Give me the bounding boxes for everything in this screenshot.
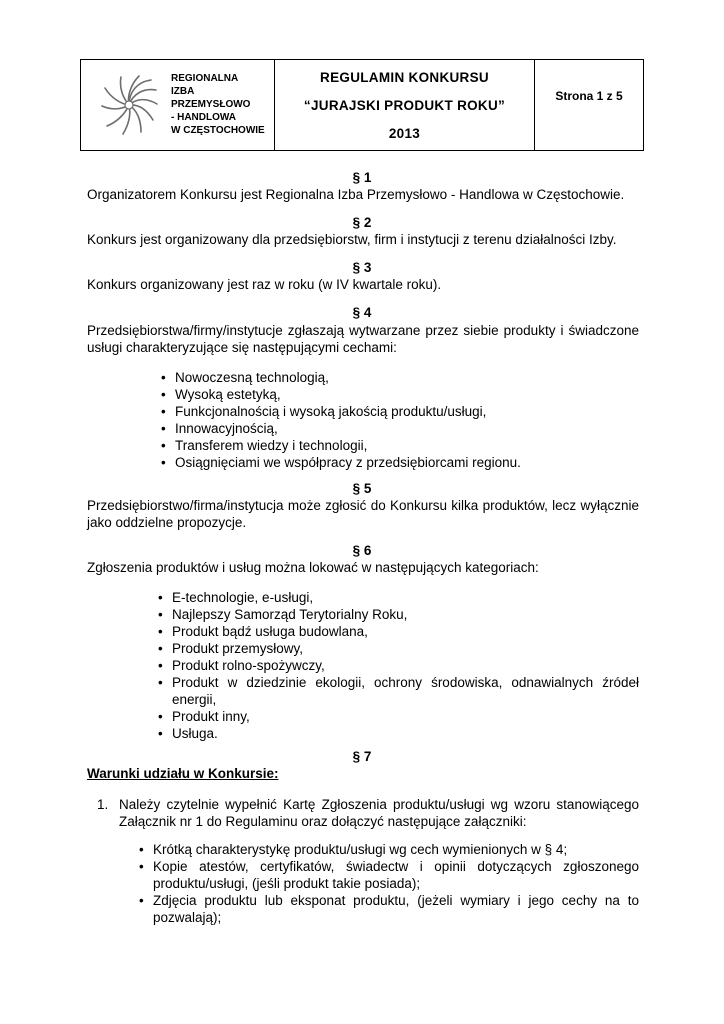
bullet-icon: • [161, 421, 166, 436]
list-item: • Krótką charakterystykę produktu/usługi wg cech wymienionych w § 4; [139, 842, 568, 857]
bullet-icon: • [161, 438, 166, 453]
header-page-cell [535, 60, 643, 150]
bullet-icon: • [161, 404, 166, 419]
section-text-1: Organizatorem Konkursu jest Regionalna Izba Przemysłowo - Handlowa w Częstochowie. [87, 187, 625, 202]
bullet-icon: • [158, 658, 163, 673]
section-mark-1: § 1 [352, 170, 372, 185]
section-mark-2: § 2 [352, 215, 372, 230]
list-item: • Kopie atestów, certyfikatów, świadectw i opinii dotyczących zgłoszonego produktu/usługi, (jeśli produkt takie posiada); [139, 859, 639, 891]
section-text-4: Przedsiębiorstwa/firmy/instytucje zgłaszają wytwarzane przez siebie produkty i świadczone usługi charakteryzujące się następującymi cechami: [87, 323, 639, 355]
bullet-icon: • [158, 607, 163, 622]
bullet-icon: • [158, 709, 163, 724]
bullet-icon: • [158, 641, 163, 656]
document-header [80, 59, 644, 151]
header-title-cell [275, 60, 535, 150]
list-item: • E-technologie, e-usługi, [158, 590, 314, 605]
list-item: • Funkcjonalnością i wysoką jakością produktu/usługi, [161, 404, 487, 419]
list-item: • Najlepszy Samorząd Terytorialny Roku, [158, 607, 408, 622]
header-logo-cell [81, 60, 275, 150]
list-item: • Innowacyjnością, [161, 421, 278, 436]
participation-conditions-heading: Warunki udziału w Konkursie: [87, 766, 279, 781]
section-text-3: Konkurs organizowany jest raz w roku (w IV kwartale roku). [87, 277, 442, 292]
attachments-list [139, 841, 639, 926]
bullet-icon: • [158, 590, 163, 605]
org-line: REGIONALNA [171, 73, 239, 84]
list-item: • Produkt inny, [158, 709, 250, 724]
list-item: • Transferem wiedzy i technologii, [161, 438, 368, 453]
list-item: • Wysoką estetyką, [161, 387, 281, 402]
categories-list [158, 589, 639, 742]
list-item: • Nowoczesną technologią, [161, 370, 329, 385]
org-line: - HANDLOWA [171, 112, 236, 123]
organization-name [171, 72, 265, 137]
bullet-icon: • [139, 842, 144, 857]
bullet-icon: • [158, 624, 163, 639]
section-mark-3: § 3 [352, 260, 372, 275]
list-item: • Zdjęcia produktu lub eksponat produktu, (jeżeli wymiary i jego cechy na to pozwalają); [139, 893, 639, 925]
org-line: IZBA [171, 86, 195, 97]
bullet-icon: • [161, 370, 166, 385]
contest-year: 2013 [388, 126, 421, 141]
item-number: 1. [97, 797, 109, 812]
page-number: Strona 1 z 5 [555, 89, 623, 103]
item-text: Należy czytelnie wypełnić Kartę Zgłoszenia produktu/usługi wg wzoru stanowiącego Załącznik nr 1 do Regulaminu oraz dołączyć następujące załączniki: [119, 797, 639, 829]
chamber-logo-icon [99, 72, 159, 138]
section-text-5: Przedsiębiorstwo/firma/instytucja może zgłosić do Konkursu kilka produktów, lecz wyłącznie jako oddzielne propozycje. [87, 498, 639, 530]
bullet-icon: • [161, 455, 166, 470]
list-item: • Produkt rolno-spożywczy, [158, 658, 325, 673]
numbered-item-1 [97, 796, 639, 830]
document-title: REGULAMIN KONKURSU [320, 70, 489, 85]
section-mark-4: § 4 [352, 305, 372, 320]
bullet-icon: • [158, 675, 163, 690]
section-text-2: Konkurs jest organizowany dla przedsiębiorstw, firm i instytucji z terenu działalności Izby. [87, 232, 617, 247]
section-text-6: Zgłoszenia produktów i usług można lokować w następujących kategoriach: [87, 560, 539, 575]
bullet-icon: • [139, 859, 144, 874]
bullet-icon: • [161, 387, 166, 402]
list-item: • Produkt bądź usługa budowlana, [158, 624, 368, 639]
section-mark-6: § 6 [352, 543, 372, 558]
list-item: • Produkt w dziedzinie ekologii, ochrony środowiska, odnawialnych źródeł energii, [158, 675, 639, 707]
org-line: W CZĘSTOCHOWIE [171, 125, 265, 136]
org-line: PRZEMYSŁOWO [171, 99, 251, 110]
list-item: • Produkt przemysłowy, [158, 641, 304, 656]
bullet-icon: • [139, 893, 144, 908]
section-mark-7: § 7 [352, 749, 372, 764]
contest-name: “JURAJSKI PRODUKT ROKU” [303, 98, 506, 113]
section-mark-5: § 5 [352, 481, 372, 496]
list-item: • Usługa. [158, 726, 218, 741]
list-item: • Osiągnięciami we współpracy z przedsiębiorcami regionu. [161, 455, 521, 470]
bullet-icon: • [158, 726, 163, 741]
features-list [161, 369, 575, 471]
